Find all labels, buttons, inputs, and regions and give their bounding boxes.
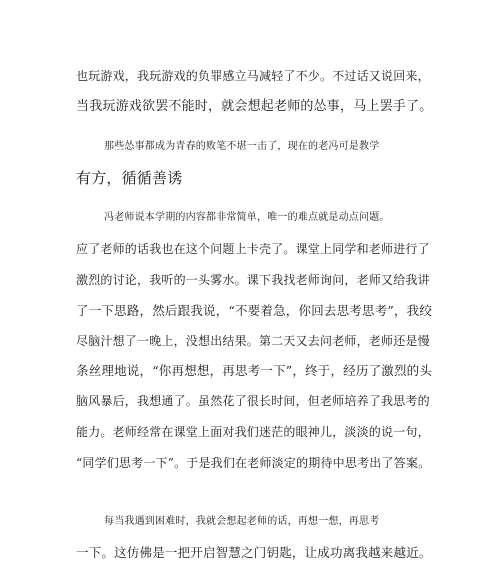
text-line: 脑风暴后，我想通了。虽然花了很长时间，但老师培养了我思考的 (76, 394, 430, 408)
text-line: 冯老师说本学期的内容都非常简单，唯一的难点就是动点问题。 (104, 212, 390, 223)
text-line: 了一下思路，然后跟我说，“不要着急，你回去思考思考”，我绞 (76, 303, 433, 318)
text-line: 条丝理地说，“你再想想，再思考一下”，终于，经历了激烈的头 (76, 363, 433, 378)
text-line: “同学们思考一下”。于是我们在老师淡定的期待中思考出了答案。 (76, 456, 431, 470)
text-line: 一下。这仿佛是一把开启智慧之门钥匙，让成功离我越来越近。 (76, 545, 432, 560)
text-line: 尽脑汁想了一晚上，没想出结果。第二天又去问老师，老师还是慢 (76, 334, 430, 348)
text-line: 那些怂事都成为青春的败笔不堪一击了，现在的老冯可是教学 (104, 141, 380, 152)
text-line: 应了老师的话我也在这个问题上卡壳了。课堂上同学和老师进行了 (76, 242, 430, 256)
text-line: 激烈的讨论，我听的一头雾水。课下我找老师询问，老师又给我讲 (76, 273, 430, 287)
text-line: 能力。老师经常在课堂上面对我们迷茫的眼神儿，淡淡的说一句， (76, 425, 430, 439)
text-line: 每当我遇到困难时，我就会想起老师的话，再想一想，再思考 (104, 516, 380, 527)
text-line: 当我玩游戏欲罢不能时，就会想起老师的怂事，马上罢手了。 (76, 99, 433, 114)
text-line: 有方，循循善诱 (76, 169, 183, 187)
text-line: 也玩游戏，我玩游戏的负罪感立马减轻了不少。不过话又说回来， (76, 69, 430, 83)
